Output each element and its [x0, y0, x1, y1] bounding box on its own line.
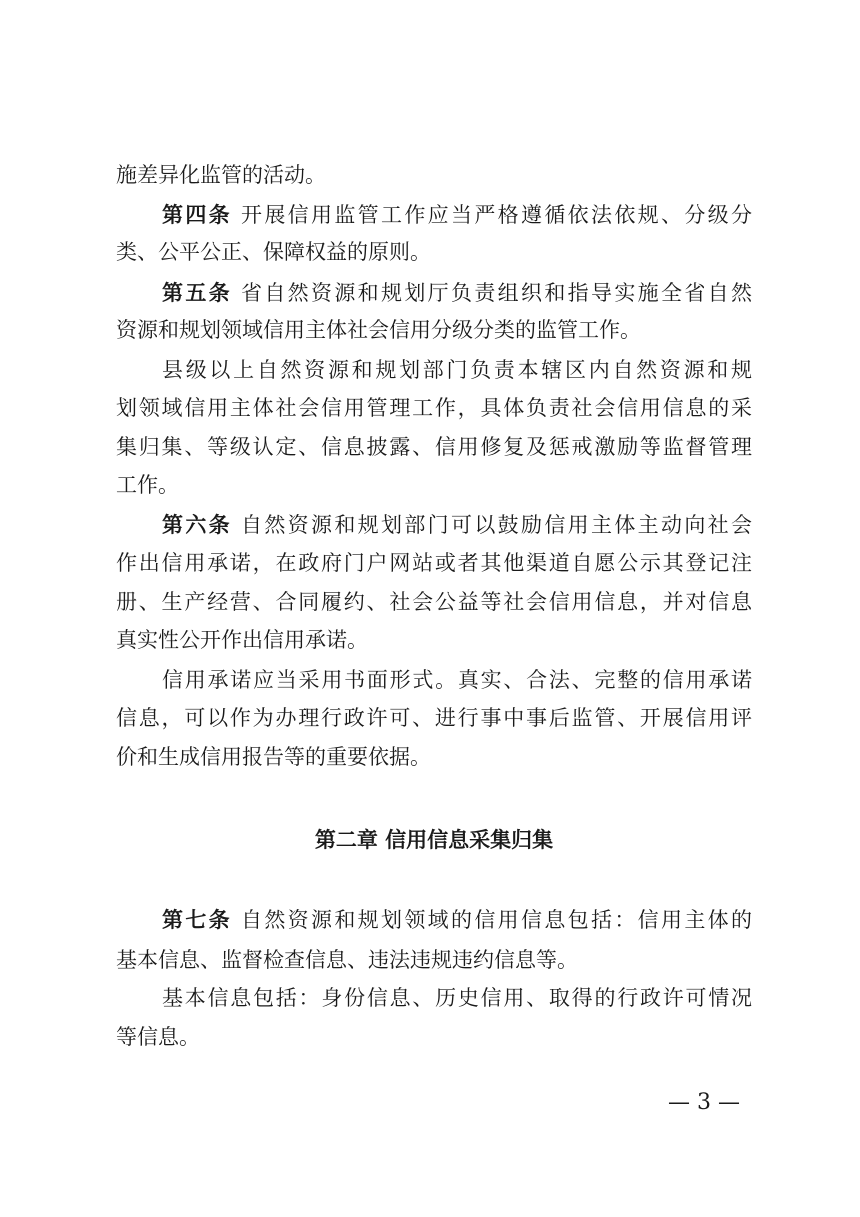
article-number: 第四条 — [162, 203, 232, 227]
article-5-heading-line: 第五条 省自然资源和规划厅负责组织和指导实施全省自然 — [162, 281, 752, 305]
body-text-line: 基本信息包括：身份信息、历史信用、取得的行政许可情况 — [162, 986, 752, 1010]
body-text-line: 册、生产经营、合同履约、社会公益等社会信用信息，并对信息 — [116, 590, 752, 614]
body-text-line: 划领域信用主体社会信用管理工作，具体负责社会信用信息的采 — [116, 396, 752, 420]
article-number: 第五条 — [162, 281, 232, 305]
body-text-line: 类、公平公正、保障权益的原则。 — [116, 240, 431, 264]
body-text-line: 施差异化监管的活动。 — [116, 163, 326, 187]
body-text-line: 真实性公开作出信用承诺。 — [116, 628, 368, 652]
body-text-line: 信息，可以作为办理行政许可、进行事中事后监管、开展信用评 — [116, 706, 752, 730]
body-text-line: 价和生成信用报告等的重要依据。 — [116, 745, 431, 769]
article-4-heading-line: 第四条 开展信用监管工作应当严格遵循依法依规、分级分 — [162, 203, 752, 227]
body-text-line: 作出信用承诺，在政府门户网站或者其他渠道自愿公示其登记注 — [116, 551, 752, 575]
article-6-heading-line: 第六条 自然资源和规划部门可以鼓励信用主体主动向社会 — [162, 513, 752, 537]
chapter-title: 第二章 信用信息采集归集 — [314, 828, 554, 852]
article-7-heading-line: 第七条 自然资源和规划领域的信用信息包括：信用主体的 — [162, 908, 752, 932]
page-number: — 3 — — [668, 1090, 740, 1115]
body-text-line: 集归集、等级认定、信息披露、信用修复及惩戒激励等监督管理 — [116, 435, 752, 459]
article-number: 第六条 — [162, 513, 232, 537]
body-text-line: 工作。 — [116, 473, 179, 497]
body-text-line: 等信息。 — [116, 1025, 200, 1049]
article-number: 第七条 — [162, 908, 232, 932]
body-text-line: 基本信息、监督检查信息、违法违规违约信息等。 — [116, 948, 578, 972]
body-text-line: 信用承诺应当采用书面形式。真实、合法、完整的信用承诺 — [162, 668, 752, 692]
body-text-line: 县级以上自然资源和规划部门负责本辖区内自然资源和规 — [162, 358, 752, 382]
body-text-line: 资源和规划领域信用主体社会信用分级分类的监管工作。 — [116, 318, 641, 342]
